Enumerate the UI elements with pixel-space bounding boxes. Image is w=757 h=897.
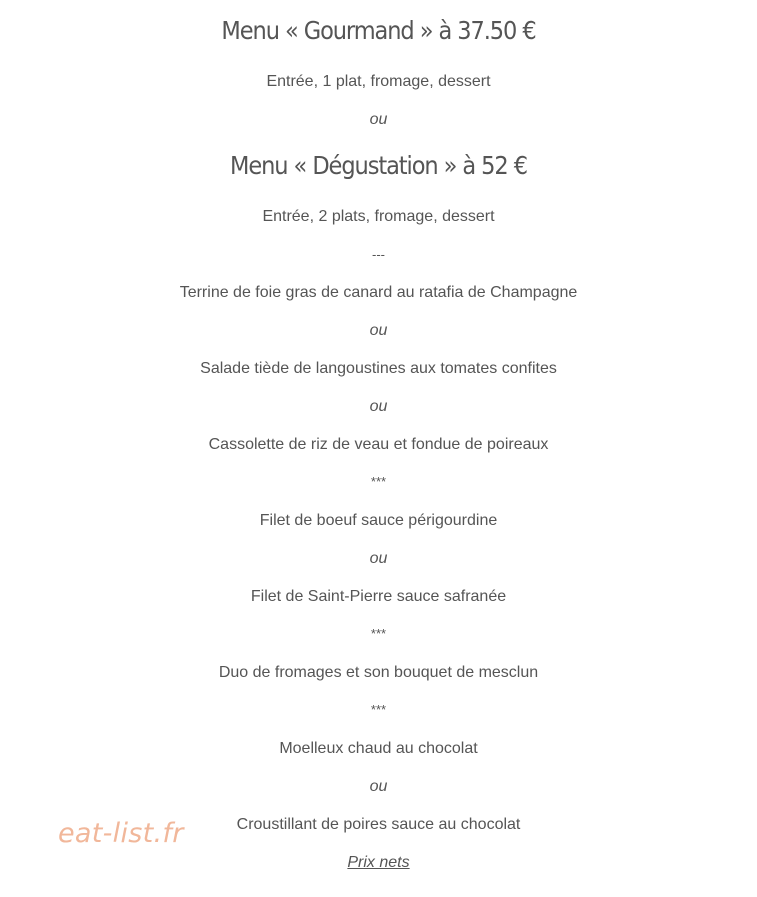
menu-degustation-title: Menu « Dégustation » à 52 € (230, 151, 527, 180)
separator-star: *** (370, 702, 387, 717)
cheese-item: Duo de fromages et son bouquet de mesclun (218, 664, 539, 681)
prix-nets-link[interactable]: Prix nets (347, 854, 410, 871)
or-label: ou (369, 111, 388, 128)
main-item: Filet de boeuf sauce périgourdine (259, 512, 498, 529)
starter-item: Terrine de foie gras de canard au ratafia de Champagne (179, 284, 578, 301)
or-label: ou (369, 778, 388, 795)
or-label: ou (369, 550, 388, 567)
watermark-logo: eat-list.fr (58, 818, 184, 849)
starter-item: Salade tiède de langoustines aux tomates confites (200, 360, 557, 377)
dessert-item: Croustillant de poires sauce au chocolat (236, 816, 521, 833)
or-label: ou (369, 322, 388, 339)
separator-star: *** (370, 474, 387, 489)
separator-star: *** (370, 626, 387, 641)
menu-gourmand-description: Entrée, 1 plat, fromage, dessert (266, 73, 491, 90)
starter-item: Cassolette de riz de veau et fondue de poireaux (208, 436, 549, 453)
menu-degustation-description: Entrée, 2 plats, fromage, dessert (262, 208, 495, 225)
separator-dash: --- (372, 247, 385, 262)
main-item: Filet de Saint-Pierre sauce safranée (250, 588, 507, 605)
or-label: ou (369, 398, 388, 415)
dessert-item: Moelleux chaud au chocolat (279, 740, 478, 757)
menu-gourmand-title: Menu « Gourmand » à 37.50 € (221, 16, 536, 45)
